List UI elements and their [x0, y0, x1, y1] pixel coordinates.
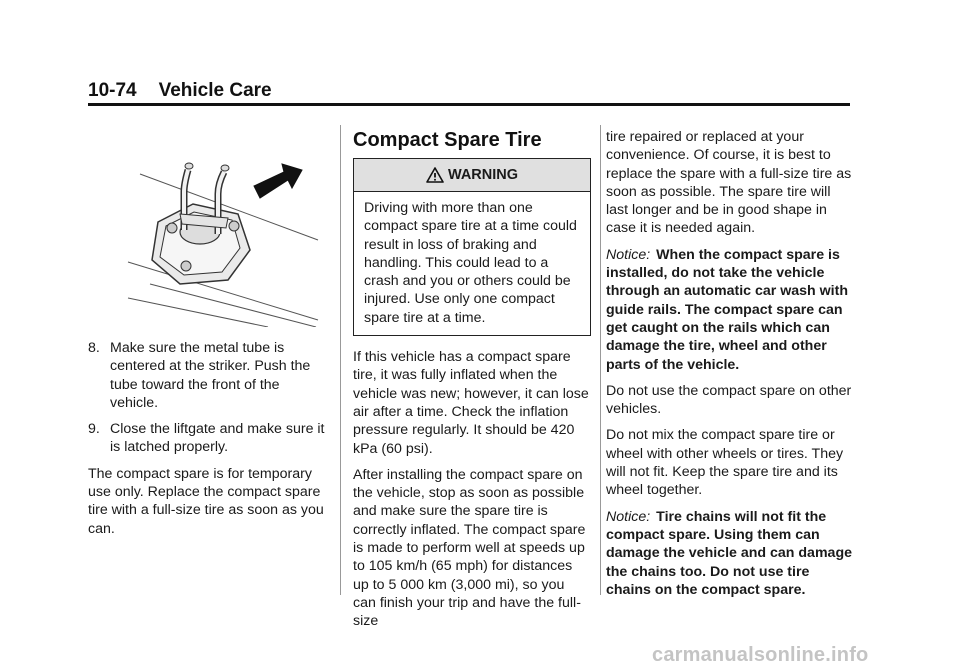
column-2: [353, 128, 591, 639]
header-rule: [88, 103, 850, 106]
notice-label: Notice:: [606, 508, 651, 525]
continued-paragraph: tire repaired or replaced at your convenience. Of course, it is best to replace the spare with a full-size tire as soon as possible. The spare tire will last longer and be in good shape in case it is needed again.: [606, 129, 852, 237]
column-divider-1: [340, 125, 341, 595]
column-divider-2: [600, 125, 601, 595]
striker-tube-illustration: [88, 122, 328, 327]
warning-title-bar: [354, 159, 590, 192]
step-number: 8.: [88, 340, 100, 356]
notice-label: Notice:: [606, 246, 651, 263]
notice-text: Tire chains will not fit the compact spare. Using them can damage the vehicle and can damage the chains too. Do not use tire chains on the compact spare.: [606, 508, 853, 598]
step-text: Make sure the metal tube is centered at the striker. Push the tube toward the front of the vehicle.: [110, 340, 311, 411]
other-vehicles-paragraph: Do not use the compact spare on other vehicles.: [606, 382, 852, 418]
watermark: carmanualsonline.info: [652, 644, 869, 666]
step-number: 9.: [88, 421, 100, 438]
step-9: [88, 420, 328, 457]
notice-text: When the compact spare is installed, do not take the vehicle through an automatic car wash with guide rails. The compact spare can get caught on the rails which can damage the tire, wheel and other parts of the vehicle.: [606, 246, 849, 373]
section-title: Vehicle Care: [158, 80, 272, 101]
step-text: Close the liftgate and make sure it is latched properly.: [110, 421, 325, 456]
notice-car-wash: [606, 246, 852, 374]
warning-title: WARNING: [447, 166, 519, 183]
column-1: [88, 122, 328, 546]
warning-triangle-icon: [426, 167, 444, 183]
notice-tire-chains: [606, 508, 852, 599]
section-heading: Compact Spare Tire: [353, 129, 542, 151]
page-number: 10-74: [88, 80, 137, 101]
inflation-paragraph: If this vehicle has a compact spare tire, it was fully inflated when the vehicle was new; however, it can lose air after a time. Check the inflation pressure regularly. It should be 420 kPa (60 psi).: [353, 349, 589, 457]
column-3: [606, 128, 852, 607]
after-installing-paragraph: After installing the compact spare on the vehicle, stop as soon as possible and make sure the spare tire is correctly inflated. The compact spare is made to perform well at speeds up to 105 km/h (65 mph) for distances up to 5 000 km (3,000 mi), so you can finish your trip and have the full-size: [353, 466, 586, 630]
temporary-use-paragraph: The compact spare is for temporary use only. Replace the compact spare tire with a full-size tire as soon as you can.: [88, 465, 324, 537]
mix-wheels-paragraph: Do not mix the compact spare tire or wheel with other wheels or tires. They will not fit. Keep the spare tire and its wheel together.: [606, 427, 844, 499]
page-header: [88, 80, 272, 102]
step-8: [88, 339, 328, 412]
warning-box: [353, 158, 591, 336]
warning-text: Driving with more than one compact spare tire at a time could result in loss of braking and handling. This could lead to a crash and you or others could be injured. Use only one compact spare tire at a time.: [364, 200, 577, 326]
